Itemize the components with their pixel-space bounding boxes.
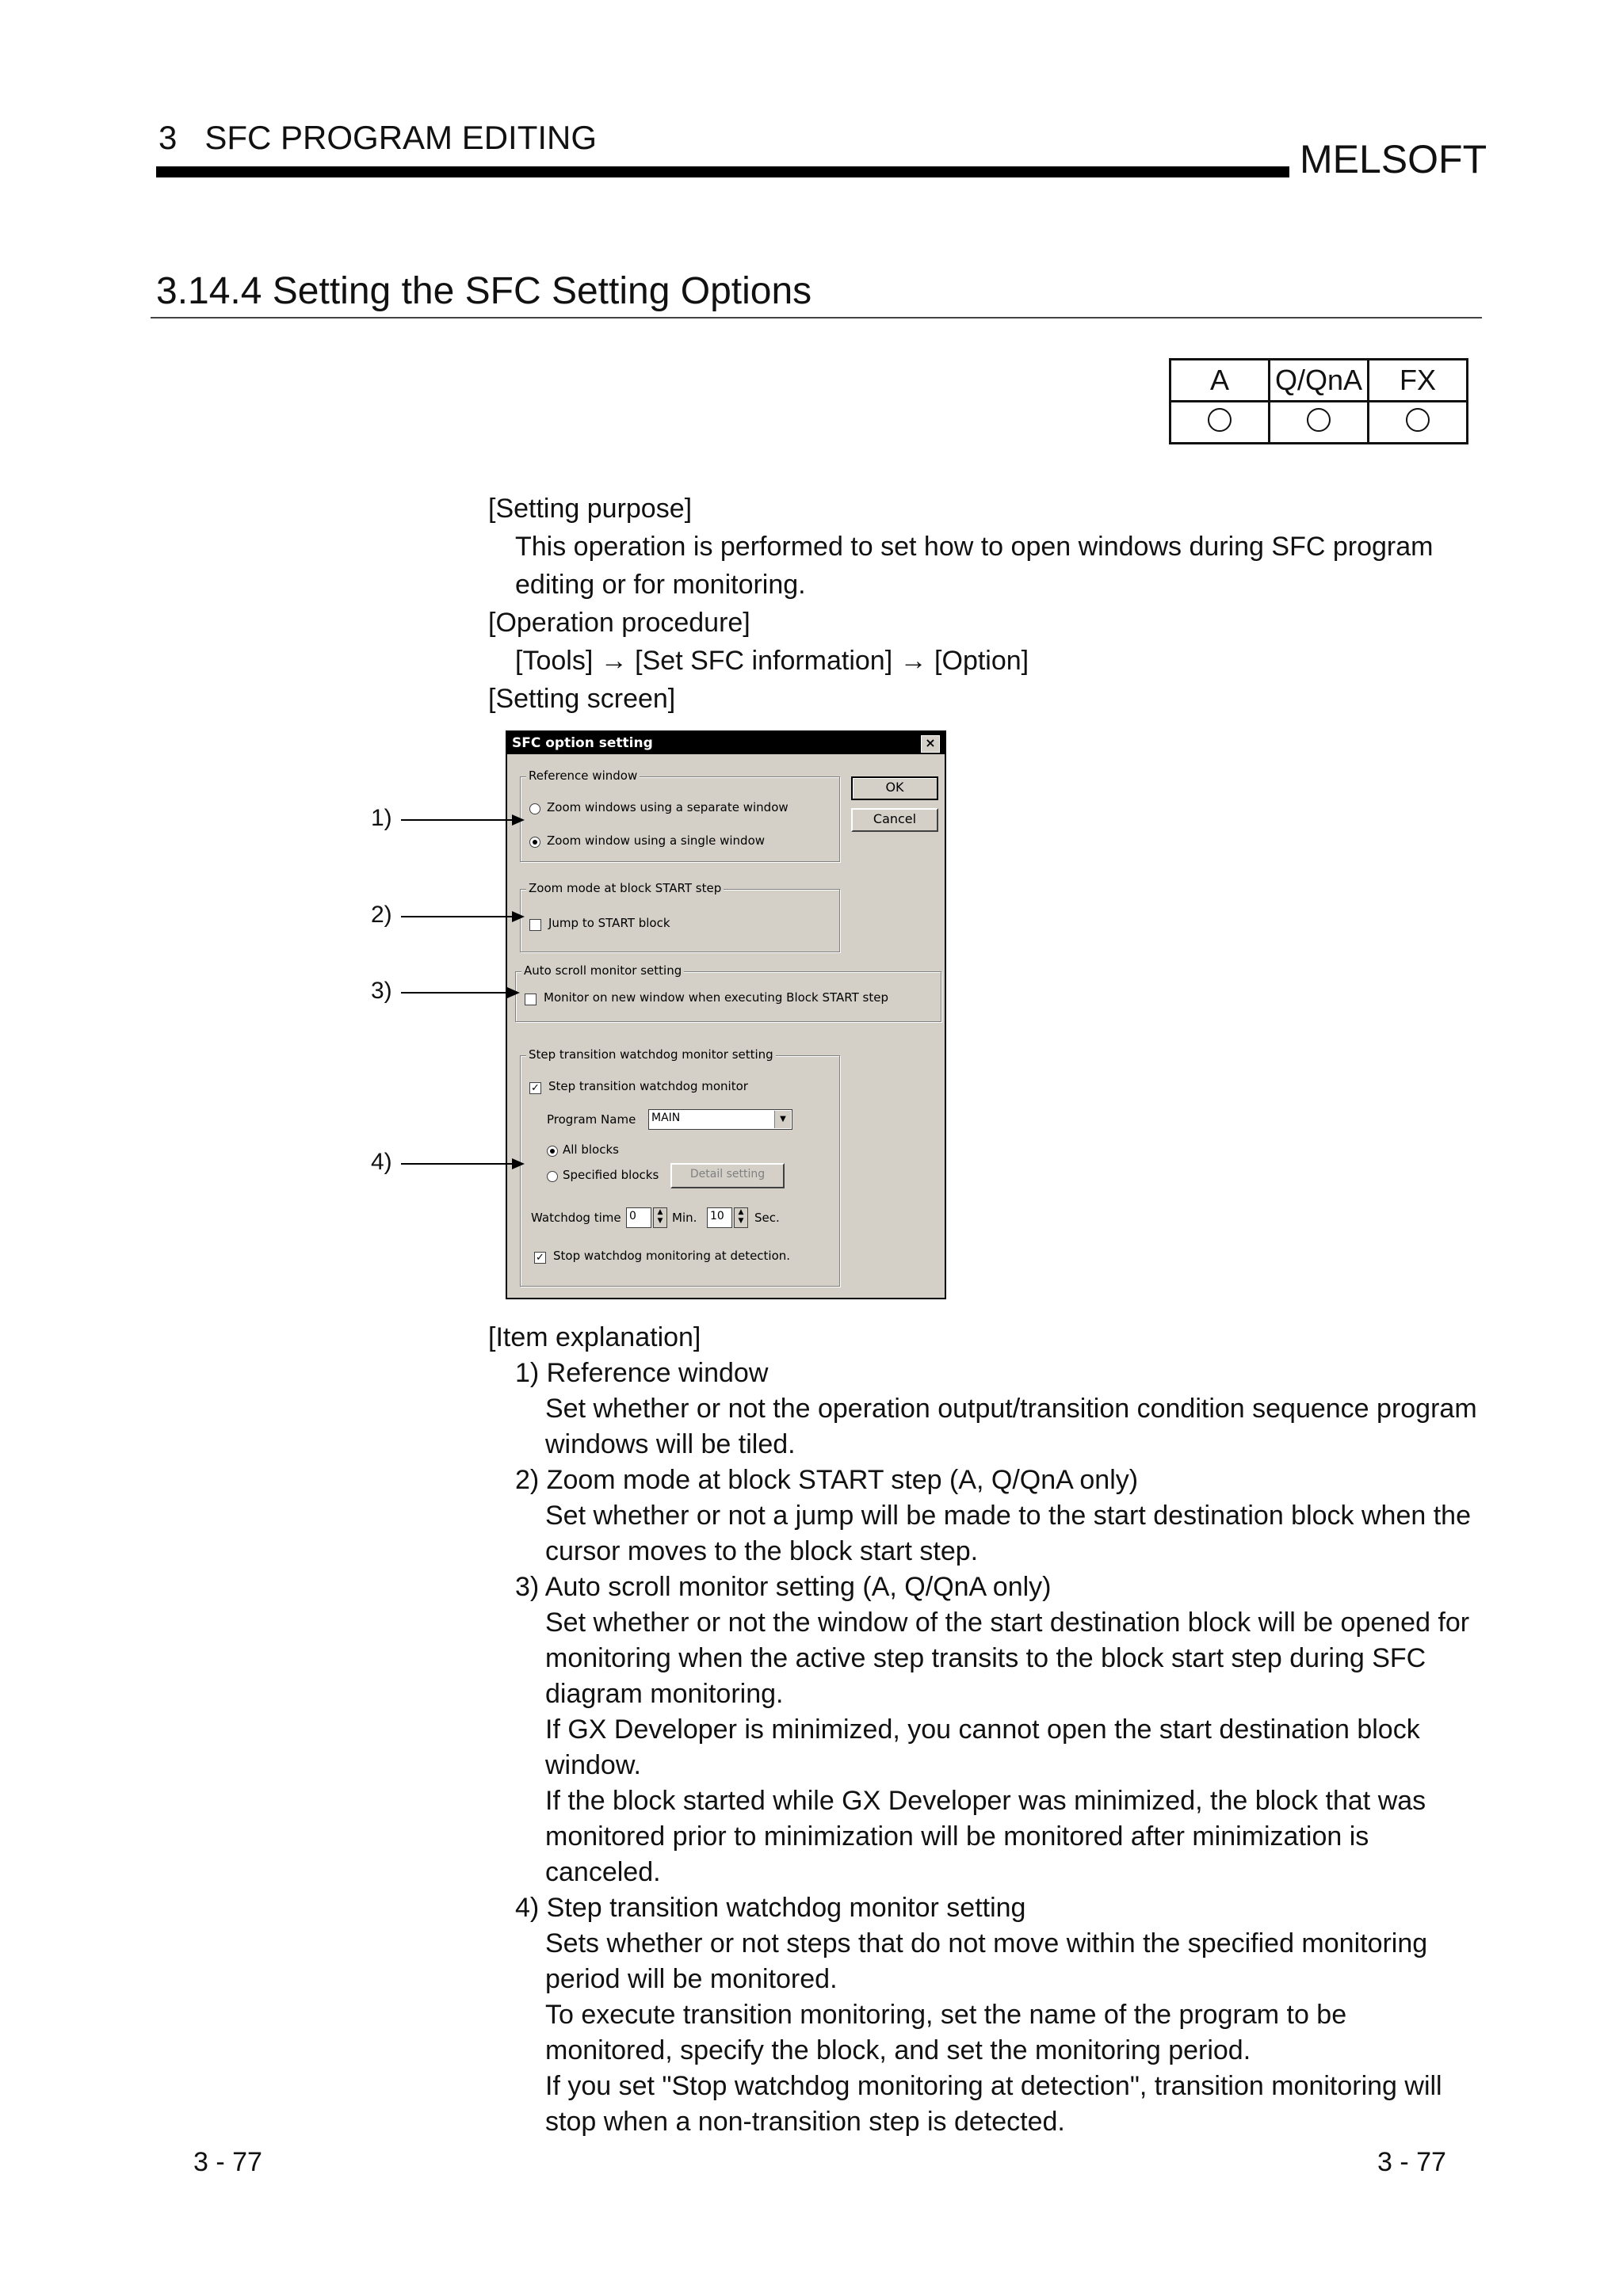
- checkbox-jump-start-block[interactable]: [529, 919, 541, 931]
- compat-col-fx: FX: [1369, 360, 1468, 402]
- item-line: canceled.: [545, 1857, 661, 1887]
- checkbox-label: Step transition watchdog monitor: [548, 1079, 748, 1093]
- item-line: Set whether or not the window of the start destination block will be opened for: [545, 1608, 1470, 1638]
- item-title: 4) Step transition watchdog monitor setting: [515, 1893, 1026, 1923]
- watchdog-minutes-input[interactable]: 0: [626, 1207, 651, 1228]
- supported-mark-icon: [1406, 408, 1430, 432]
- item-line: To execute transition monitoring, set the name of the program to be: [545, 2000, 1347, 2030]
- reference-window-group: [520, 776, 840, 862]
- radio-label: Zoom window using a single window: [547, 833, 766, 848]
- checkbox-watchdog-monitor[interactable]: ✓: [529, 1082, 541, 1094]
- setting-purpose-heading: [Setting purpose]: [488, 494, 693, 524]
- checkbox-label: Stop watchdog monitoring at detection.: [553, 1249, 791, 1263]
- arrow-right-icon: [512, 814, 525, 826]
- item-line: Set whether or not a jump will be made to the start destination block when the: [545, 1501, 1471, 1531]
- compatibility-table: [1169, 358, 1468, 444]
- watchdog-seconds-input[interactable]: 10: [707, 1207, 732, 1228]
- item-line: windows will be tiled.: [545, 1429, 796, 1459]
- item-title: 2) Zoom mode at block START step (A, Q/QnA only): [515, 1465, 1139, 1495]
- program-name-value: MAIN: [651, 1112, 681, 1124]
- section-rule: [151, 317, 1482, 318]
- item-title: 3) Auto scroll monitor setting (A, Q/QnA only): [515, 1572, 1052, 1602]
- callout-arrow: [401, 992, 507, 994]
- radio-separate-window[interactable]: [529, 803, 540, 814]
- chevron-down-icon[interactable]: ▼: [774, 1111, 791, 1128]
- minutes-spinner[interactable]: ▲ ▼: [653, 1207, 667, 1228]
- item-line: stop when a non-transition step is detected.: [545, 2107, 1065, 2137]
- callout-arrow: [401, 916, 512, 917]
- supported-mark-icon: [1208, 408, 1232, 432]
- item-title: 1) Reference window: [515, 1358, 769, 1388]
- callout-label: 2): [371, 902, 392, 928]
- radio-specified-blocks[interactable]: [547, 1171, 558, 1182]
- item-line: Sets whether or not steps that do not move within the specified monitoring: [545, 1928, 1428, 1958]
- min-label: Min.: [672, 1211, 697, 1225]
- item-line: window.: [545, 1750, 641, 1780]
- item-line: monitored prior to minimization will be monitored after minimization is: [545, 1821, 1369, 1852]
- radio-label: Zoom windows using a separate window: [547, 800, 789, 814]
- group-label: Reference window: [526, 769, 640, 783]
- sec-label: Sec.: [754, 1211, 780, 1225]
- brand-logo: MELSOFT: [1300, 137, 1487, 181]
- callout-label: 1): [371, 805, 392, 831]
- item-line: If you set "Stop watchdog monitoring at detection", transition monitoring will: [545, 2071, 1442, 2101]
- setting-purpose-line: This operation is performed to set how to open windows during SFC program: [515, 532, 1434, 562]
- close-icon[interactable]: ×: [921, 735, 940, 753]
- arrow-right-icon: [512, 1158, 525, 1169]
- checkbox-monitor-new-window[interactable]: [525, 994, 537, 1005]
- item-line: period will be monitored.: [545, 1964, 838, 1994]
- operation-procedure-heading: [Operation procedure]: [488, 608, 750, 638]
- group-label: Step transition watchdog monitor setting: [526, 1047, 776, 1062]
- item-line: monitoring when the active step transits to the block start step during SFC: [545, 1643, 1426, 1673]
- radio-single-window[interactable]: [529, 837, 540, 848]
- checkbox-label: Monitor on new window when executing Block START step: [544, 990, 888, 1005]
- detail-setting-button[interactable]: Detail setting: [670, 1163, 785, 1188]
- item-explanation-heading: [Item explanation]: [488, 1322, 701, 1352]
- compat-col-a: A: [1170, 360, 1270, 402]
- radio-label: Specified blocks: [563, 1168, 659, 1182]
- radio-label: All blocks: [563, 1142, 619, 1157]
- ok-button[interactable]: OK: [851, 776, 938, 800]
- dialog-title: SFC option setting: [512, 735, 653, 751]
- cancel-button[interactable]: Cancel: [851, 808, 938, 832]
- radio-all-blocks[interactable]: [547, 1146, 558, 1157]
- callout-arrow: [401, 819, 512, 821]
- group-label: Zoom mode at block START step: [526, 881, 724, 895]
- item-line: monitored, specify the block, and set the monitoring period.: [545, 2035, 1251, 2065]
- program-name-label: Program Name: [547, 1112, 636, 1127]
- callout-arrow: [401, 1163, 512, 1165]
- compat-col-qqna: Q/QnA: [1270, 360, 1369, 402]
- sfc-option-dialog: [506, 730, 946, 1299]
- operation-procedure-line: [Tools] → [Set SFC information] → [Option]: [515, 646, 1029, 676]
- callout-label: 4): [371, 1149, 392, 1175]
- setting-purpose-line: editing or for monitoring.: [515, 570, 806, 600]
- callout-label: 3): [371, 978, 392, 1004]
- dialog-titlebar: [507, 732, 945, 754]
- item-line: Set whether or not the operation output/transition condition sequence program: [545, 1394, 1477, 1424]
- checkbox-label: Jump to START block: [548, 916, 670, 930]
- chapter-header: 3 SFC PROGRAM EDITING: [158, 119, 598, 156]
- header-rule: [156, 166, 1289, 177]
- page-number-right: 3 - 77: [1377, 2147, 1446, 2177]
- program-name-select[interactable]: [648, 1109, 792, 1130]
- watchdog-time-label: Watchdog time: [531, 1211, 621, 1225]
- seconds-spinner[interactable]: ▲ ▼: [734, 1207, 748, 1228]
- item-line: If GX Developer is minimized, you cannot open the start destination block: [545, 1714, 1420, 1745]
- arrow-right-icon: [507, 987, 520, 998]
- checkbox-stop-on-detection[interactable]: ✓: [534, 1252, 546, 1264]
- group-label: Auto scroll monitor setting: [521, 963, 684, 978]
- item-line: cursor moves to the block start step.: [545, 1536, 979, 1566]
- page-number-left: 3 - 77: [193, 2147, 262, 2177]
- supported-mark-icon: [1307, 408, 1331, 432]
- item-line: If the block started while GX Developer was minimized, the block that was: [545, 1786, 1426, 1816]
- item-line: diagram monitoring.: [545, 1679, 784, 1709]
- setting-screen-heading: [Setting screen]: [488, 684, 676, 714]
- arrow-right-icon: [512, 911, 525, 922]
- section-title: 3.14.4 Setting the SFC Setting Options: [156, 270, 812, 312]
